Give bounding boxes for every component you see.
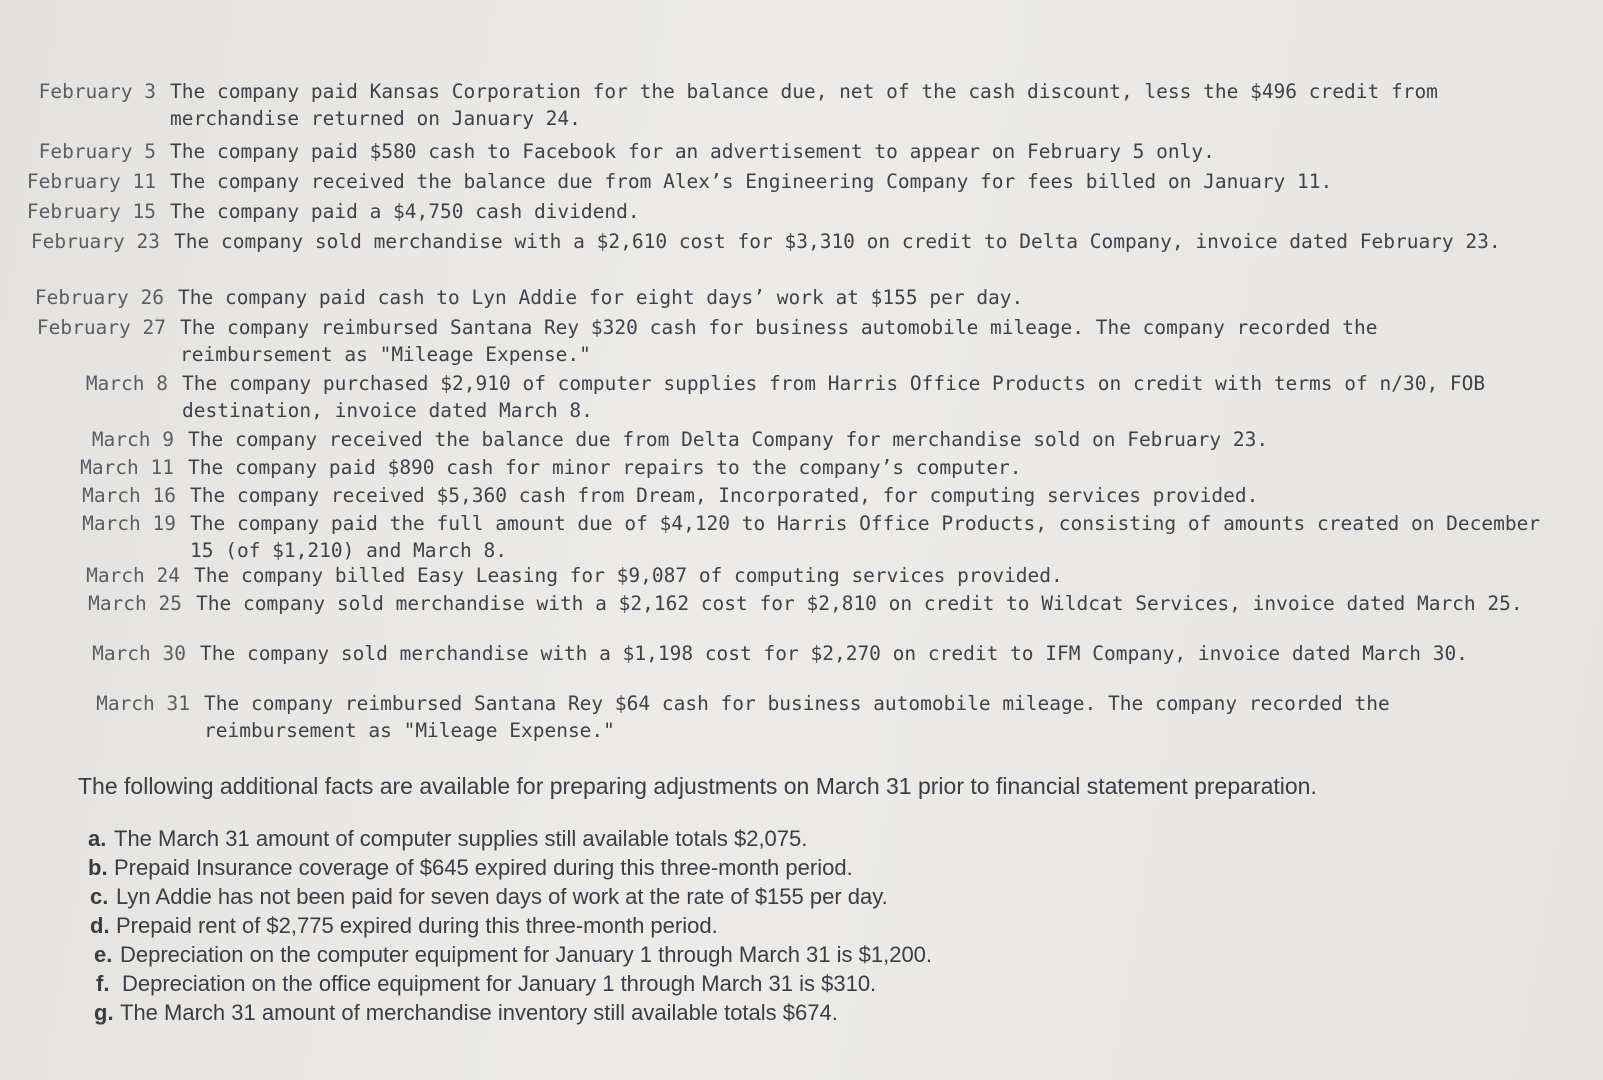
transaction-row [0, 228, 1504, 255]
transaction-text: The company billed Easy Leasing for $9,087 of computing services provided. [194, 564, 1063, 587]
transaction-date: March 8 [85, 372, 168, 395]
fact-letter: g. [94, 1000, 114, 1025]
fact-item [88, 824, 1578, 853]
fact-item [96, 969, 1578, 998]
transaction-date: March 19 [82, 512, 176, 535]
fact-letter: c. [90, 884, 109, 909]
fact-text: Prepaid rent of $2,775 expired during this three-month period. [116, 913, 718, 938]
fact-letter: b. [88, 855, 108, 880]
fact-item [90, 882, 1578, 911]
fact-text: Lyn Addie has not been paid for seven days of work at the rate of $155 per day. [116, 884, 888, 909]
transaction-text: The company paid the full amount due of $4,120 to Harris Office Products, consisting of amounts created on December 15 (of $1,210) and March 8. [190, 512, 1541, 562]
transaction-text: The company purchased $2,910 of computer supplies from Harris Office Products on credit with terms of n/30, FOB destination, invoice dated March 8. [182, 372, 1486, 422]
transaction-text: The company sold merchandise with a $2,162 cost for $2,810 on credit to Wildcat Services, invoice dated March 25. [196, 592, 1523, 615]
transaction-date: February 27 [36, 316, 166, 339]
transaction-text: The company paid a $4,750 cash dividend. [170, 200, 640, 223]
transaction-text: The company sold merchandise with a $1,198 cost for $2,270 on credit to IFM Company, invoice dated March 30. [200, 642, 1468, 665]
transaction-row [0, 370, 1582, 424]
transaction-row [0, 454, 1568, 481]
fact-text: The March 31 amount of merchandise inventory still available totals $674. [120, 1000, 838, 1025]
transaction-date: March 30 [92, 642, 186, 665]
transaction-date: February 23 [30, 230, 160, 253]
fact-item [90, 911, 1578, 940]
transaction-text: The company sold merchandise with a $2,610 cost for $3,310 on credit to Delta Company, invoice dated February 23. [174, 230, 1501, 253]
transaction-text: The company reimbursed Santana Rey $320 cash for business automobile mileage. The company recorded the reimbursement as "Mileage Expense." [180, 316, 1378, 366]
transaction-row [0, 510, 1570, 564]
transaction-row [0, 426, 1568, 453]
transaction-text: The company paid $890 cash for minor repairs to the company’s computer. [188, 456, 1022, 479]
transaction-row [0, 284, 1558, 311]
fact-text: Prepaid Insurance coverage of $645 expired during this three-month period. [114, 855, 853, 880]
transaction-date: March 11 [80, 456, 174, 479]
transaction-row [0, 198, 1560, 225]
transaction-row [0, 690, 1504, 744]
transaction-date: March 16 [82, 484, 176, 507]
transaction-row [0, 640, 1540, 667]
transaction-text: The company reimbursed Santana Rey $64 cash for business automobile mileage. The company recorded the reimbursement as "Mileage Expense." [204, 692, 1390, 742]
fact-letter: a. [88, 826, 107, 851]
transaction-text: The company paid cash to Lyn Addie for eight days’ work at $155 per day. [178, 286, 1024, 309]
fact-item [88, 853, 1578, 882]
transaction-text: The company received the balance due from Delta Company for merchandise sold on February 23. [188, 428, 1269, 451]
transaction-row [0, 482, 1570, 509]
fact-item [94, 998, 1578, 1027]
fact-item [94, 940, 1578, 969]
transaction-row [0, 78, 1560, 132]
transaction-date: March 25 [88, 592, 182, 615]
transaction-text: The company paid Kansas Corporation for the balance due, net of the cash discount, less the $496 credit from merchandise returned on January 24. [170, 80, 1438, 130]
transaction-row [0, 590, 1536, 617]
facts-intro: The following additional facts are available for preparing adjustments on March 31 prior to financial statement preparation. [78, 773, 1317, 799]
fact-letter: d. [90, 913, 110, 938]
fact-letter: f. [96, 971, 110, 996]
transaction-text: The company received the balance due from Alex’s Engineering Company for fees billed on January 11. [170, 170, 1333, 193]
transaction-date: March 31 [96, 692, 190, 715]
transaction-row [0, 138, 1560, 165]
transaction-date: February 11 [26, 170, 156, 193]
transaction-date: February 26 [34, 286, 164, 309]
transaction-row [0, 562, 1574, 589]
transaction-date: February 3 [38, 80, 156, 103]
transaction-date: February 5 [38, 140, 156, 163]
transaction-text: The company received $5,360 cash from Dream, Incorporated, for computing services provided. [190, 484, 1259, 507]
transaction-date: March 9 [91, 428, 174, 451]
fact-text: The March 31 amount of computer supplies still available totals $2,075. [114, 826, 808, 851]
transaction-row [0, 168, 1560, 195]
transaction-date: February 15 [26, 200, 156, 223]
transaction-date: March 24 [86, 564, 180, 587]
additional-facts [78, 770, 1578, 1027]
fact-text: Depreciation on the office equipment for January 1 through March 31 is $310. [122, 971, 877, 996]
transaction-row [0, 314, 1540, 368]
fact-text: Depreciation on the computer equipment for January 1 through March 31 is $1,200. [120, 942, 933, 967]
fact-letter: e. [94, 942, 113, 967]
transaction-text: The company paid $580 cash to Facebook for an advertisement to appear on February 5 only. [170, 140, 1215, 163]
